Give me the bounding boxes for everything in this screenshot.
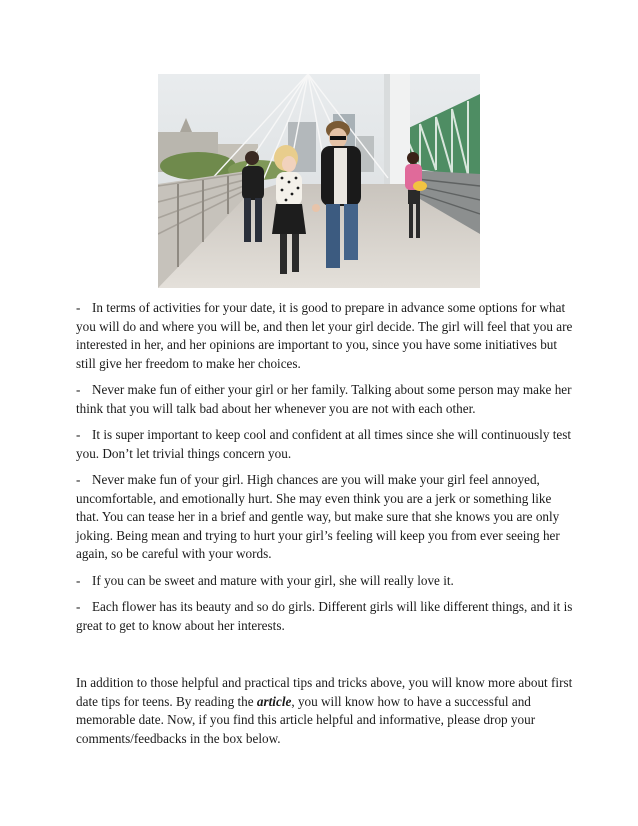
tip-item: [76, 598, 576, 635]
tip-dash: -: [76, 472, 81, 487]
tip-dash: -: [76, 427, 81, 442]
tip-dash: -: [76, 599, 81, 614]
tip-item: [76, 471, 576, 564]
tip-text: Each flower has its beauty and so do girls. Different girls will like different things, and it is great to get to know about her interests.: [76, 599, 573, 633]
tip-dash: -: [76, 300, 81, 315]
tip-item: [76, 572, 576, 591]
closing-text-after: , you will know how to have a successful and memorable date. Now, if you find this article helpful and informative, please drop your comments/feedbacks in the box below.: [76, 693, 536, 746]
tip-dash: -: [76, 382, 81, 397]
tip-text: If you can be sweet and mature with your girl, she will really love it.: [92, 572, 454, 588]
couple-photo: [158, 74, 480, 288]
tip-item: [76, 299, 576, 373]
closing-paragraph: [76, 674, 576, 748]
tip-item: [76, 381, 576, 418]
tip-text: Never make fun of your girl. High chances are you will make your girl feel annoyed, uncomfortable, and emotionally hurt. She may even think you are a jerk or something like that. You can tease her in a brief and gentle way, but make sure that she knows you are only joking. Being mean and trying to hurt your girl’s feeling will keep you from ever seeing her again, so be careful with your words.: [76, 472, 560, 561]
tip-text: Never make fun of either your girl or her family. Talking about some person may make her think that you will talk bad about her whenever you are not with each other.: [76, 382, 572, 416]
tip-item: [76, 426, 576, 463]
tip-text: In terms of activities for your date, it is good to prepare in advance some options for what you will do and where you will be, and then let your girl decide. The girl will feel that you are interested in her, and her opinions are important to you, since you have some initiatives but still give her freedom to make her choices.: [76, 300, 573, 371]
tip-dash: -: [76, 572, 81, 588]
tip-text: It is super important to keep cool and confident at all times since she will continuously test you. Don’t let trivial things concern you.: [76, 427, 572, 461]
closing-text-before: In addition to those helpful and practical tips and tricks above, you will know more about first date tips for teens. By reading the: [76, 675, 573, 709]
article-link[interactable]: article: [256, 693, 292, 709]
article-body: [76, 299, 576, 756]
